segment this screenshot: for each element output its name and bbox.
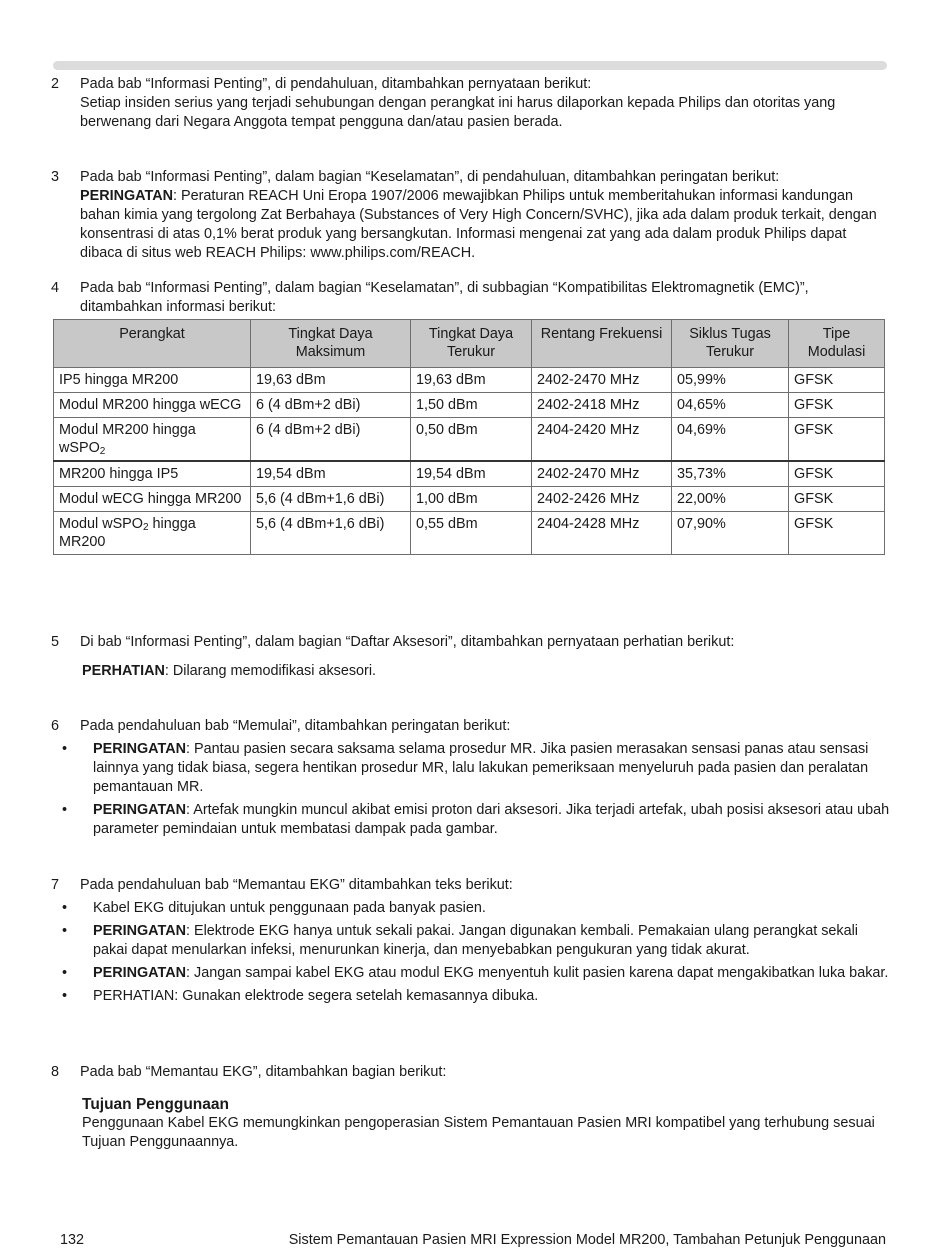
table-row <box>54 512 885 555</box>
table-cell: GFSK <box>789 418 885 462</box>
table-cell: 6 (4 dBm+2 dBi) <box>251 418 411 462</box>
warning-label: PERINGATAN <box>93 741 187 757</box>
cell-text: Modul MR200 hingga wSPO <box>59 422 196 456</box>
column-header: Tipe Modulasi <box>789 320 885 368</box>
section-number: 6 <box>51 718 60 734</box>
cell-text: hingga MR200 <box>59 516 196 550</box>
table-cell: 5,6 (4 dBm+1,6 dBi) <box>251 487 411 512</box>
warning-paragraph <box>80 187 891 263</box>
column-header: Siklus Tugas Terukur <box>672 320 789 368</box>
table-cell: Modul MR200 hingga wECG <box>54 393 251 418</box>
table-cell: 1,50 dBm <box>411 393 532 418</box>
table-header-row <box>54 320 885 368</box>
list-item <box>51 740 891 797</box>
section-number: 8 <box>51 1064 60 1080</box>
section-4 <box>51 279 891 317</box>
table-cell: 2402-2470 MHz <box>532 368 672 393</box>
section-6 <box>51 717 891 843</box>
warning-text: : Elektrode EKG hanya untuk sekali pakai. Jangan digunakan kembali. Pemakaian ulang perangkat sekali pakai dapat menularkan infeksi, menurunkan kinerja, dan menyebabkan pengukuran yang tidak akurat. <box>93 923 858 958</box>
table-row <box>54 418 885 462</box>
table-cell: 19,54 dBm <box>251 461 411 487</box>
table-cell: GFSK <box>789 461 885 487</box>
table-cell: 2404-2428 MHz <box>532 512 672 555</box>
bullet-icon: • <box>62 802 68 818</box>
caution-text: : Dilarang memodifikasi aksesori. <box>164 663 377 679</box>
list-item <box>51 922 891 960</box>
table-cell: 19,63 dBm <box>411 368 532 393</box>
caution-paragraph <box>82 662 891 681</box>
table-cell: 19,63 dBm <box>251 368 411 393</box>
bullet-icon: • <box>62 900 68 916</box>
table-cell: 35,73% <box>672 461 789 487</box>
list-item <box>51 801 891 839</box>
table-cell <box>54 418 251 462</box>
table-cell: GFSK <box>789 512 885 555</box>
table-cell: 19,54 dBm <box>411 461 532 487</box>
section-intro: Pada bab “Informasi Penting”, dalam bagian “Keselamatan”, di pendahuluan, ditambahkan peringatan berikut: <box>80 169 780 185</box>
table-cell: Modul wECG hingga MR200 <box>54 487 251 512</box>
emc-table <box>53 319 885 555</box>
warning-label: PERINGATAN <box>93 965 187 981</box>
warning-text: : Artefak mungkin muncul akibat emisi proton dari aksesori. Jika terjadi artefak, ubah posisi aksesori atau ubah parameter pemindaian untuk membatasi dampak pada gambar. <box>93 802 890 837</box>
section-7 <box>51 876 891 1010</box>
warning-text: : Peraturan REACH Uni Eropa 1907/2006 mewajibkan Philips untuk memberitahukan informasi kandungan bahan kimia yang tergolong Zat Berbahaya (Substances of Very High Concern/SVHC), jika ada dalam produk terkait, dengan konsentrasi di atas 0,1% berat produk yang bersangkutan. Informasi mengenai zat yang ada dalam produk Philips dapat dibaca di situs web REACH Philips: www.philips.com/REACH. <box>80 188 877 261</box>
table-cell <box>54 512 251 555</box>
footer-title: Sistem Pemantauan Pasien MRI Expression Model MR200, Tambahan Petunjuk Penggunaan <box>288 1232 886 1248</box>
list-item <box>51 964 891 983</box>
list-text: Kabel EKG ditujukan untuk penggunaan pada banyak pasien. <box>93 900 486 916</box>
top-decorative-bar <box>53 61 887 70</box>
section-intro: Pada bab “Informasi Penting”, dalam bagian “Keselamatan”, di subbagian “Kompatibilitas Elektromagnetik (EMC)”, ditambahkan informasi berikut: <box>80 280 809 315</box>
column-header: Rentang Frekuensi <box>532 320 672 368</box>
warning-label: PERINGATAN <box>93 923 187 939</box>
bullet-icon: • <box>62 988 68 1004</box>
table-row <box>54 487 885 512</box>
page-number: 132 <box>60 1232 85 1248</box>
table-cell: 2402-2470 MHz <box>532 461 672 487</box>
section-number: 7 <box>51 877 60 893</box>
table-cell: 2402-2418 MHz <box>532 393 672 418</box>
table-row <box>54 368 885 393</box>
table-cell: 1,00 dBm <box>411 487 532 512</box>
section-intro: Pada bab “Memantau EKG”, ditambahkan bagian berikut: <box>80 1064 447 1080</box>
section-intro: Pada pendahuluan bab “Memulai”, ditambahkan peringatan berikut: <box>80 718 511 734</box>
column-header: Tingkat Daya Maksimum <box>251 320 411 368</box>
warning-text: : Jangan sampai kabel EKG atau modul EKG menyentuh kulit pasien karena dapat mengakibatkan luka bakar. <box>186 965 889 981</box>
table-cell: 22,00% <box>672 487 789 512</box>
bullet-icon: • <box>62 741 68 757</box>
section-3 <box>51 168 891 263</box>
section-number: 5 <box>51 634 60 650</box>
table-cell: 6 (4 dBm+2 dBi) <box>251 393 411 418</box>
cell-text: Modul wSPO <box>59 516 143 532</box>
section-intro: Pada pendahuluan bab “Memantau EKG” ditambahkan teks berikut: <box>80 877 513 893</box>
warning-label: PERINGATAN <box>80 188 174 204</box>
table-cell: 04,65% <box>672 393 789 418</box>
table-cell: GFSK <box>789 393 885 418</box>
bullet-icon: • <box>62 965 68 981</box>
section-number: 3 <box>51 169 60 185</box>
section-statement: Setiap insiden serius yang terjadi sehubungan dengan perangkat ini harus dilaporkan kepada Philips dan otoritas yang berwenang dari Negara Anggota tempat pengguna dan/atau pasien berada. <box>80 95 836 130</box>
table-cell: GFSK <box>789 368 885 393</box>
table-cell: 04,69% <box>672 418 789 462</box>
table-cell: 07,90% <box>672 512 789 555</box>
warning-label: PERINGATAN <box>93 802 187 818</box>
subsection-heading: Tujuan Penggunaan <box>82 1096 229 1113</box>
table-cell: 2404-2420 MHz <box>532 418 672 462</box>
list-item <box>51 987 891 1006</box>
section-8 <box>51 1063 891 1152</box>
section-2 <box>51 75 891 132</box>
section-intro: Di bab “Informasi Penting”, dalam bagian “Daftar Aksesori”, ditambahkan pernyataan perhatian berikut: <box>80 634 735 650</box>
table-cell: MR200 hingga IP5 <box>54 461 251 487</box>
table-cell: IP5 hingga MR200 <box>54 368 251 393</box>
subsection-body: Penggunaan Kabel EKG memungkinkan pengoperasian Sistem Pemantauan Pasien MRI kompatibel yang terhubung sesuai Tujuan Penggunaannya. <box>82 1115 875 1150</box>
table-row <box>54 393 885 418</box>
subscript: 2 <box>142 522 149 533</box>
list-text: PERHATIAN: Gunakan elektrode segera setelah kemasannya dibuka. <box>93 988 539 1004</box>
caution-label: PERHATIAN <box>82 663 165 679</box>
table-cell: GFSK <box>789 487 885 512</box>
section-number: 2 <box>51 76 60 92</box>
table-cell: 5,6 (4 dBm+1,6 dBi) <box>251 512 411 555</box>
table-cell: 05,99% <box>672 368 789 393</box>
column-header: Tingkat Daya Terukur <box>411 320 532 368</box>
bullet-icon: • <box>62 923 68 939</box>
section-number: 4 <box>51 280 60 296</box>
section-5 <box>51 633 891 681</box>
table-cell: 0,55 dBm <box>411 512 532 555</box>
warning-text: : Pantau pasien secara saksama selama prosedur MR. Jika pasien merasakan sensasi panas atau sensasi lainnya yang tidak biasa, segera hentikan prosedur MR, lalu lakukan pemeriksaan menyeluruh pada pasien dan peralatan pemantauan MR. <box>93 741 869 795</box>
list-item <box>51 899 891 918</box>
subscript: 2 <box>99 446 106 457</box>
table-row <box>54 461 885 487</box>
table-cell: 0,50 dBm <box>411 418 532 462</box>
column-header: Perangkat <box>54 320 251 368</box>
section-intro: Pada bab “Informasi Penting”, di pendahuluan, ditambahkan pernyataan berikut: <box>80 76 592 92</box>
table-cell: 2402-2426 MHz <box>532 487 672 512</box>
